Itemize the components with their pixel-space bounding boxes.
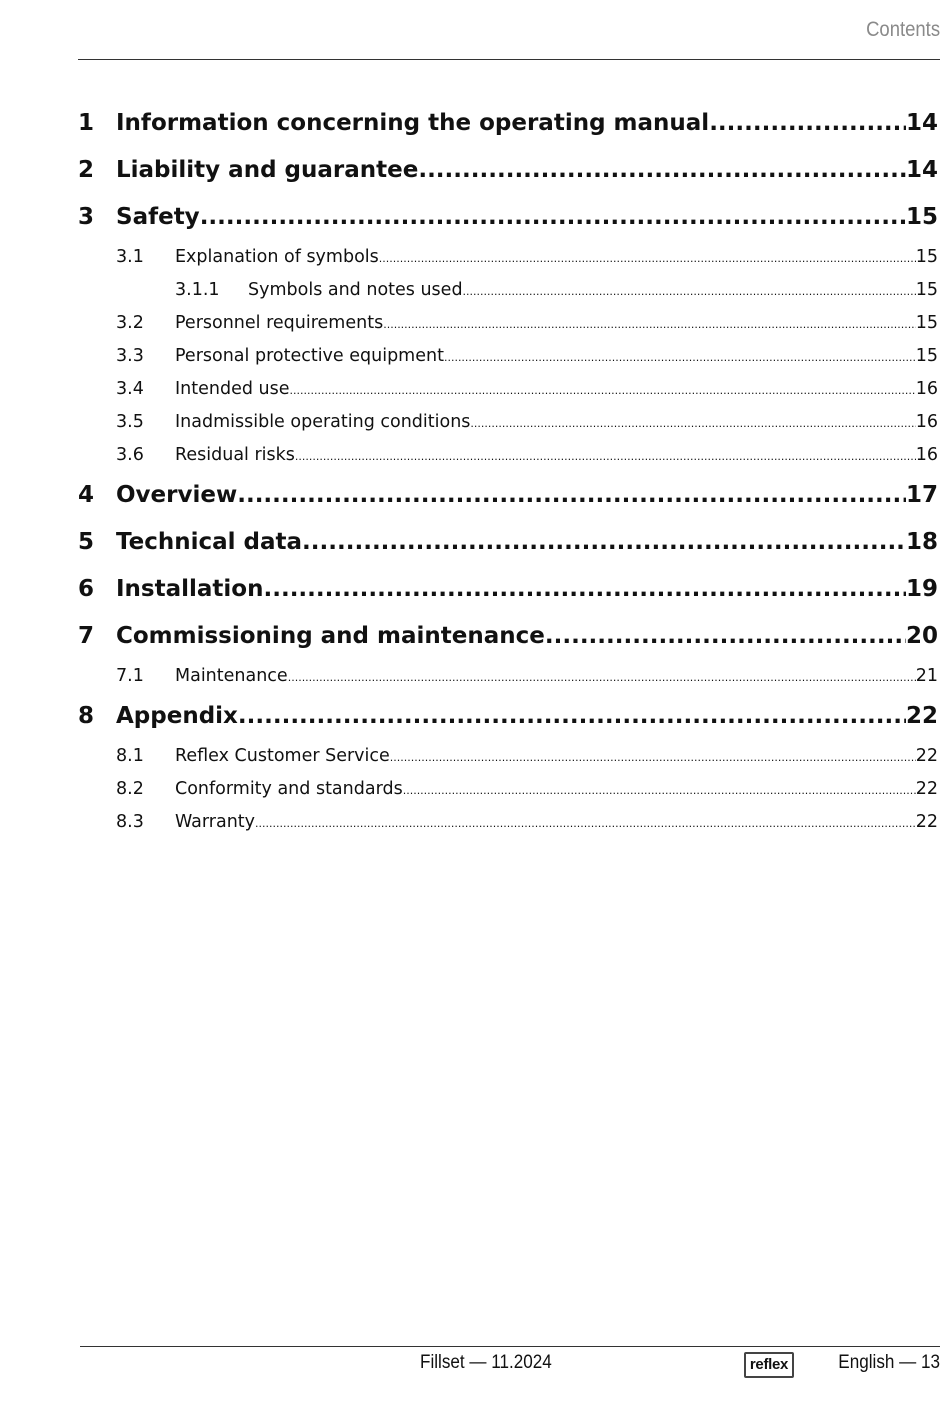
toc-subentry[interactable] [78, 439, 938, 472]
toc-entry-number: 6 [78, 576, 95, 602]
toc-entry-title: Information concerning the operating manual [116, 110, 710, 136]
toc-entry-number: 8.3 [116, 812, 144, 832]
toc-leader-dots [463, 275, 916, 307]
toc-entry-number: 3.5 [116, 412, 144, 432]
section-title: Contents [866, 18, 940, 41]
toc-leader-dots [302, 519, 906, 566]
toc-entry-page: 16 [915, 445, 938, 465]
toc-subentry[interactable] [78, 740, 938, 773]
toc-entry-title: Technical data [116, 529, 303, 555]
toc-entry-title: Personnel requirements [175, 313, 384, 333]
toc-entry-number: 7.1 [116, 666, 144, 686]
toc-leader-dots [200, 194, 906, 241]
toc-leader-dots [418, 147, 906, 194]
toc-subentry[interactable] [78, 406, 938, 439]
toc-entry-page: 15 [915, 247, 938, 267]
toc-entry-title: Reflex Customer Service [175, 746, 390, 766]
toc-entry-page: 22 [915, 812, 938, 832]
toc-subsubentry[interactable] [78, 274, 938, 307]
table-of-contents [78, 100, 938, 839]
toc-entry-number: 3.6 [116, 445, 144, 465]
toc-entry[interactable] [78, 566, 938, 613]
toc-entry-number: 3.1.1 [175, 280, 220, 300]
toc-entry-title: Inadmissible operating conditions [175, 412, 471, 432]
toc-entry-page: 19 [905, 576, 938, 602]
toc-entry-page: 17 [905, 482, 938, 508]
toc-entry-number: 5 [78, 529, 95, 555]
footer-page-number: English — 13 [838, 1352, 940, 1373]
toc-entry-page: 18 [905, 529, 938, 555]
toc-leader-dots [288, 661, 916, 693]
toc-entry-number: 3.3 [116, 346, 144, 366]
toc-subentry[interactable] [78, 340, 938, 373]
toc-leader-dots [237, 472, 906, 519]
toc-entry[interactable] [78, 194, 938, 241]
toc-entry-title: Residual risks [175, 445, 295, 465]
toc-entry-title: Overview [116, 482, 238, 508]
toc-entry-number: 8 [78, 703, 95, 729]
toc-entry-number: 1 [78, 110, 95, 136]
toc-entry-title: Appendix [116, 703, 238, 729]
toc-subentry[interactable] [78, 806, 938, 839]
toc-entry-page: 16 [915, 379, 938, 399]
toc-entry-title: Personal protective equipment [175, 346, 444, 366]
toc-entry-title: Explanation of symbols [175, 247, 379, 267]
toc-entry-page: 14 [905, 157, 938, 183]
toc-leader-dots [290, 374, 916, 406]
toc-leader-dots [383, 308, 916, 340]
toc-entry-number: 2 [78, 157, 95, 183]
toc-entry-title: Warranty [175, 812, 256, 832]
toc-entry-page: 20 [905, 623, 938, 649]
toc-subentry[interactable] [78, 307, 938, 340]
toc-entry-number: 3.4 [116, 379, 144, 399]
toc-entry-number: 3.1 [116, 247, 144, 267]
toc-entry-page: 15 [915, 313, 938, 333]
toc-entry-number: 4 [78, 482, 95, 508]
toc-entry-title: Maintenance [175, 666, 288, 686]
toc-entry-number: 7 [78, 623, 95, 649]
footer-divider [80, 1346, 940, 1347]
toc-leader-dots [379, 242, 916, 274]
toc-entry-title: Intended use [175, 379, 290, 399]
toc-entry-page: 22 [915, 746, 938, 766]
toc-entry[interactable] [78, 472, 938, 519]
toc-subentry[interactable] [78, 773, 938, 806]
toc-entry-page: 16 [915, 412, 938, 432]
toc-entry-page: 22 [915, 779, 938, 799]
toc-entry-title: Symbols and notes used [248, 280, 463, 300]
toc-subentry[interactable] [78, 660, 938, 693]
toc-leader-dots [545, 613, 906, 660]
toc-entry-page: 14 [905, 110, 938, 136]
toc-entry-page: 22 [905, 703, 938, 729]
toc-leader-dots [263, 566, 906, 613]
toc-entry-title: Liability and guarantee [116, 157, 419, 183]
toc-leader-dots [444, 341, 916, 373]
header-divider [78, 59, 940, 60]
toc-entry[interactable] [78, 613, 938, 660]
toc-leader-dots [403, 774, 916, 806]
footer-document-info: Fillset — 11.2024 [420, 1352, 552, 1373]
toc-leader-dots [255, 807, 916, 839]
toc-leader-dots [390, 741, 916, 773]
toc-leader-dots [295, 440, 916, 472]
toc-entry-number: 8.1 [116, 746, 144, 766]
toc-leader-dots [238, 693, 906, 740]
toc-leader-dots [470, 407, 915, 439]
toc-entry[interactable] [78, 519, 938, 566]
toc-entry[interactable] [78, 693, 938, 740]
toc-entry-page: 21 [915, 666, 938, 686]
toc-subentry[interactable] [78, 373, 938, 406]
toc-entry-page: 15 [915, 280, 938, 300]
toc-entry-page: 15 [915, 346, 938, 366]
toc-entry-title: Installation [116, 576, 264, 602]
toc-subentry[interactable] [78, 241, 938, 274]
toc-entry-number: 3 [78, 204, 95, 230]
toc-entry[interactable] [78, 100, 938, 147]
toc-entry[interactable] [78, 147, 938, 194]
toc-entry-number: 8.2 [116, 779, 144, 799]
toc-entry-title: Commissioning and maintenance [116, 623, 545, 649]
toc-entry-page: 15 [905, 204, 938, 230]
toc-leader-dots [709, 100, 906, 147]
reflex-logo: reflex [744, 1352, 794, 1378]
toc-entry-number: 3.2 [116, 313, 144, 333]
toc-entry-title: Conformity and standards [175, 779, 403, 799]
toc-entry-title: Safety [116, 204, 200, 230]
